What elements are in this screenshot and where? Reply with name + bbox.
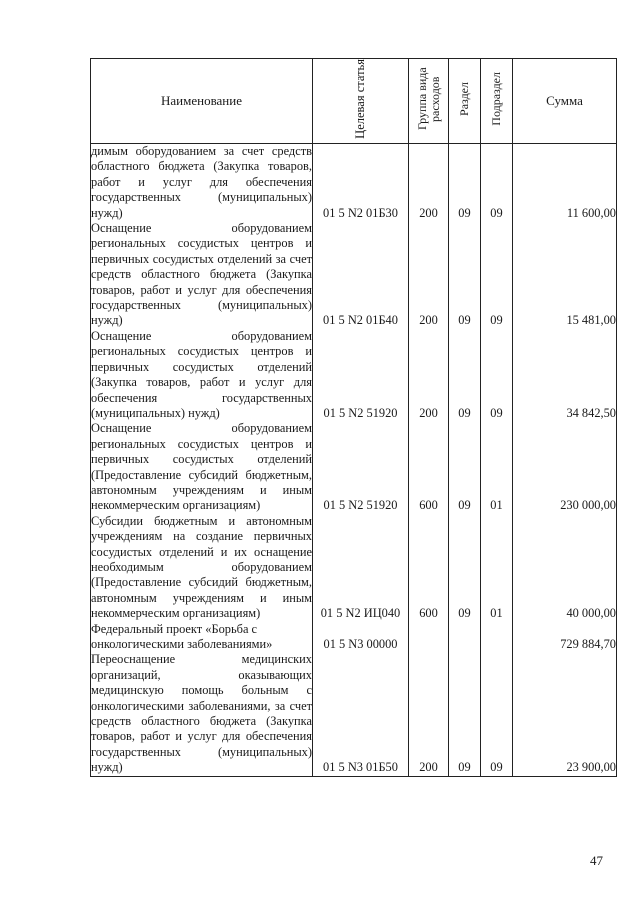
table-header-row [91, 59, 617, 144]
row-subsection: 09 [481, 144, 513, 222]
row-name: Оснащение оборудованием региональных сосудистых центров и первичных сосудистых отделений (Закупка товаров, работ и услуг для обеспечения государственных (муниципальных) нужд) [91, 328, 312, 420]
row-section: 09 [449, 144, 481, 222]
row-name: Субсидии бюджетным и автономным учреждениям на создание первичных сосудистых отделений и их оснащение необходимым оборудованием (Предоставление субсидий бюджетным, автономным учреждениям и иным некоммерческим организациям) [91, 513, 312, 621]
row-section: 09 [449, 514, 481, 622]
row-target: 01 5 N2 01Б30 [313, 144, 409, 222]
row-group: 600 [409, 514, 449, 622]
row-target: 01 5 N2 51920 [313, 329, 409, 421]
page-number: 47 [590, 853, 603, 868]
row-subsection: 09 [481, 652, 513, 776]
row-subsection: 09 [481, 329, 513, 421]
row-sum: 11 600,00 [513, 144, 617, 222]
row-name: Федеральный проект «Борьба с онкологическими заболеваниями» [91, 622, 313, 653]
table-row [91, 329, 617, 421]
table-row [91, 514, 617, 622]
table-row [91, 421, 617, 513]
row-name: димым оборудованием за счет средств областного бюджета (Закупка товаров, работ и услуг для обеспечения государственных (муниципальных) нужд) [91, 144, 312, 220]
row-sum: 34 842,50 [513, 329, 617, 421]
row-section: 09 [449, 421, 481, 513]
table-row [91, 144, 617, 222]
row-target: 01 5 N3 01Б50 [313, 652, 409, 776]
header-name: Наименование [91, 59, 313, 144]
row-section [449, 622, 481, 653]
row-target: 01 5 N2 01Б40 [313, 221, 409, 329]
row-sum: 40 000,00 [513, 514, 617, 622]
row-sum: 15 481,00 [513, 221, 617, 329]
row-section: 09 [449, 221, 481, 329]
row-subsection [481, 622, 513, 653]
header-group: Группа вида расходов [409, 59, 449, 144]
header-target: Целевая статья [313, 59, 409, 144]
row-name: Переоснащение медицинских организаций, оказывающих медицинскую помощь больным с онкологическими заболеваниями, за счет средств областного бюджета (Закупка товаров, работ и услуг для обеспечения государственных (муниципальных) нужд) [91, 652, 312, 775]
row-target: 01 5 N2 51920 [313, 421, 409, 513]
row-sum: 230 000,00 [513, 421, 617, 513]
header-section: Раздел [449, 59, 481, 144]
header-sum: Сумма [513, 59, 617, 144]
row-group: 200 [409, 329, 449, 421]
row-sum: 23 900,00 [513, 652, 617, 776]
row-subsection: 01 [481, 514, 513, 622]
row-section: 09 [449, 652, 481, 776]
row-section: 09 [449, 329, 481, 421]
row-name: Оснащение оборудованием региональных сосудистых центров и первичных сосудистых отделений за счет средств областного бюджета (Закупка товаров, работ и услуг для обеспечения государственных (муниципальных) нужд) [91, 221, 312, 328]
row-name: Оснащение оборудованием региональных сосудистых центров и первичных сосудистых отделений (Предоставление субсидий бюджетным, автономным учреждениям и иным некоммерческим организациям) [91, 421, 312, 513]
table-row [91, 652, 617, 776]
table-row [91, 221, 617, 329]
budget-table [90, 58, 617, 777]
row-sum: 729 884,70 [513, 622, 617, 653]
row-target: 01 5 N3 00000 [313, 622, 409, 653]
header-subsection: Подраздел [481, 59, 513, 144]
row-group: 600 [409, 421, 449, 513]
row-group [409, 622, 449, 653]
table-row [91, 622, 617, 653]
row-target: 01 5 N2 ИЦ040 [313, 514, 409, 622]
row-group: 200 [409, 221, 449, 329]
row-group: 200 [409, 144, 449, 222]
row-subsection: 01 [481, 421, 513, 513]
row-group: 200 [409, 652, 449, 776]
row-subsection: 09 [481, 221, 513, 329]
